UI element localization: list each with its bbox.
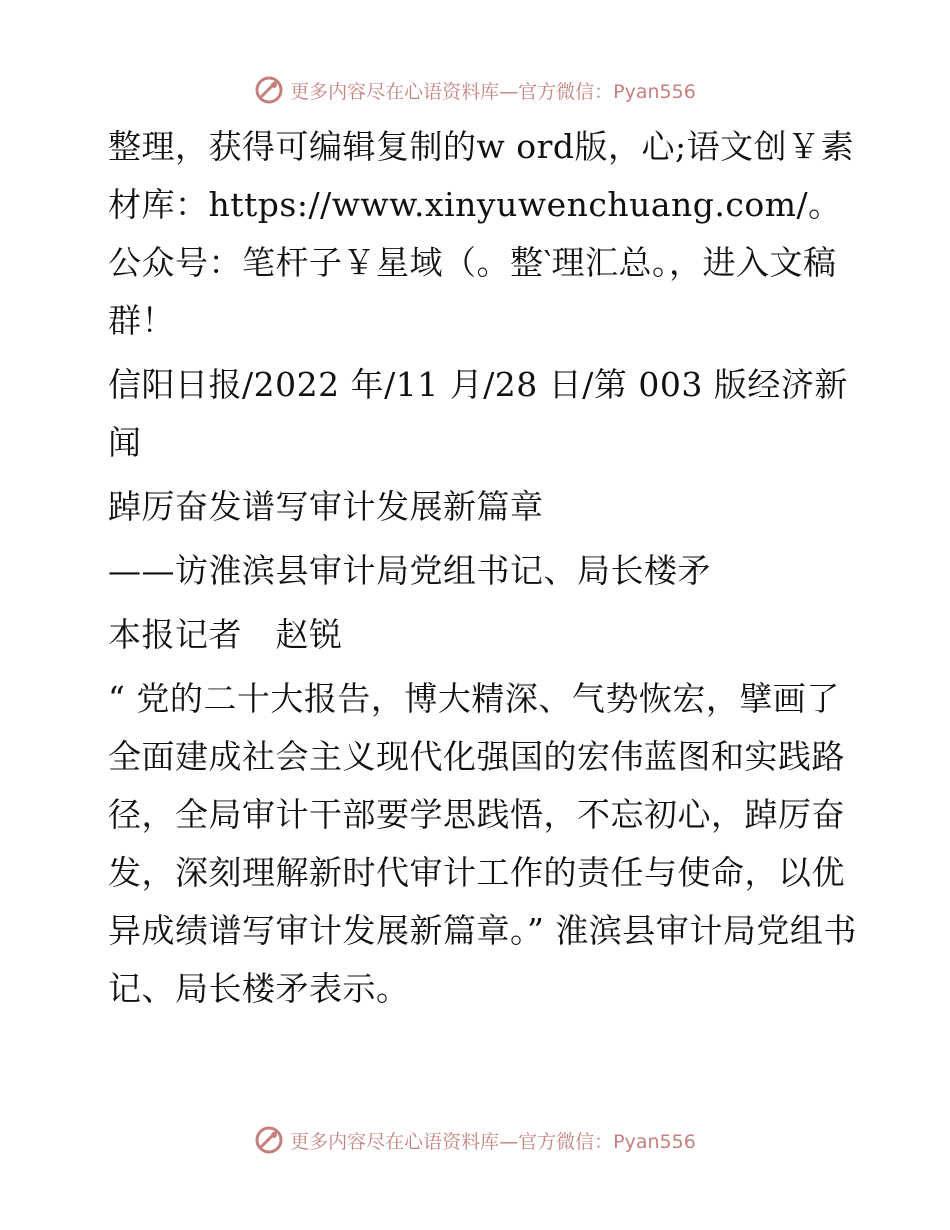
body-paragraph: “ 党的二十大报告，博大精深、气势恢宏，擘画了全面建成社会主义现代化强国的宏伟蓝图和实践路径，全局审计干部要学思践悟，不忘初心，踔厉奋发，深刻理解新时代审计工作的责任与使命，以优异成绩谱写审计发展新篇章。” 淮滨县审计局党组书记、局长楼矛表示。 xyxy=(108,679,857,1008)
header-banner xyxy=(0,70,950,110)
article-content xyxy=(98,118,858,1024)
article-subtitle: ——访淮滨县审计局党组书记、局长楼矛 xyxy=(108,551,711,590)
footer-banner-text: 更多内容尽在心语资料库—官方微信：Pyan556 xyxy=(290,1130,696,1153)
footer-banner xyxy=(0,1120,950,1160)
article-title: 踔厉奋发谱写审计发展新篇章 xyxy=(108,487,544,526)
source-line: 信阳日报/2022 年/11 月/28 日/第 003 版经济新闻 xyxy=(108,365,848,462)
brand-logo-icon xyxy=(254,75,284,105)
header-banner-text: 更多内容尽在心语资料库—官方微信：Pyan556 xyxy=(290,80,696,103)
byline: 本报记者 赵锐 xyxy=(108,615,343,654)
intro-paragraph: 整理，获得可编辑复制的w ord版，心;语文创￥素材库：https://www.xinyuwenchuang.com/。公众号：笔杆子￥星域（。整‵理汇总。，进入文稿群！ xyxy=(108,127,855,340)
brand-logo-icon xyxy=(254,1125,284,1155)
